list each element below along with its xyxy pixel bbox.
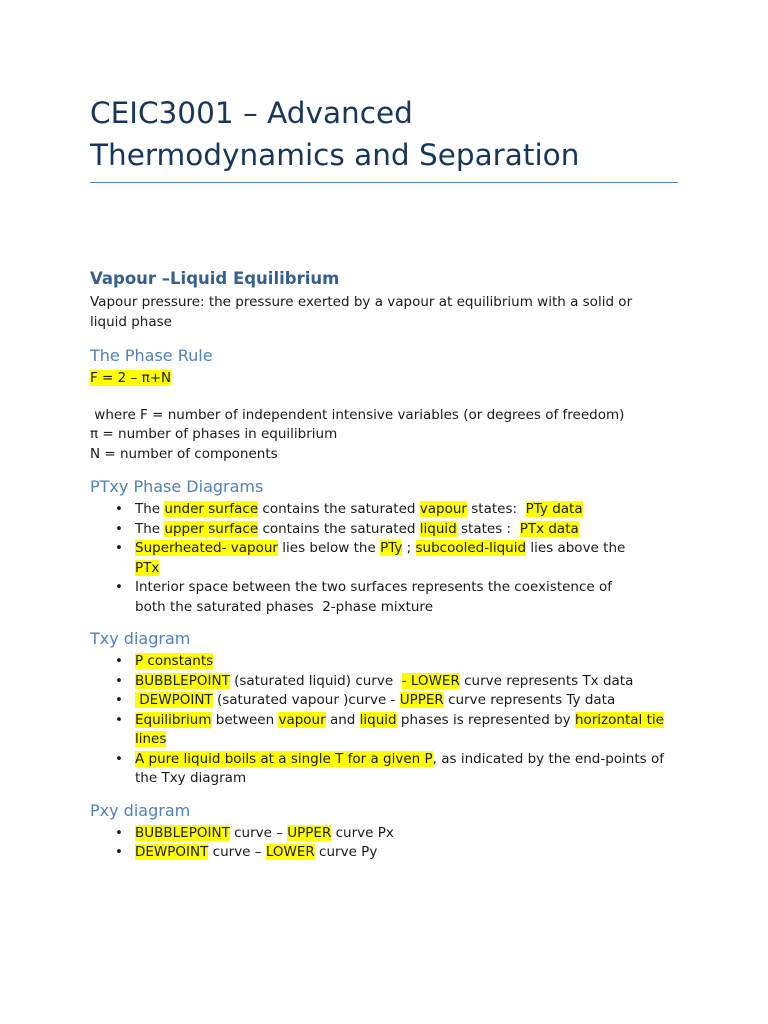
pxy-list [90, 824, 690, 863]
section-vle [90, 269, 690, 332]
list-item: • DEWPOINT (saturated vapour )curve - UPPER curve represents Ty data [90, 691, 690, 711]
bullet-icon: • [115, 579, 123, 595]
bullet-icon: • [115, 692, 123, 708]
section-pxy [90, 801, 690, 863]
title-line-1: CEIC3001 – Advanced [90, 96, 413, 130]
list-item: • The under surface contains the saturated vapour states: PTy data [90, 500, 690, 520]
txy-list [90, 652, 690, 789]
vle-definition: Vapour pressure: the pressure exerted by a vapour at equilibrium with a solid or liquid phase [90, 294, 633, 330]
list-item: • Superheated- vapour lies below the PTy ; subcooled-liquid lies above the PTx [115, 540, 626, 576]
txy-heading: Txy diagram [90, 629, 191, 648]
list-item: • Interior space between the two surfaces represents the coexistence of both the saturated phases 2-phase mixture [115, 579, 613, 615]
bullet-icon: • [115, 750, 123, 767]
bullet-icon: • [115, 844, 123, 860]
list-item: • DEWPOINT curve – LOWER curve Py [90, 843, 690, 863]
ptxy-list [90, 500, 690, 617]
list-item: • The upper surface contains the saturated liquid states : PTx data [90, 520, 690, 540]
phase-rule-equation: F = 2 – π+N [90, 370, 172, 386]
list-item: • BUBBLEPOINT curve – UPPER curve Px [90, 824, 690, 844]
phase-rule-heading: The Phase Rule [90, 346, 213, 365]
bullet-icon: • [115, 672, 123, 689]
title-line-2: Thermodynamics and Separation [90, 138, 580, 172]
section-txy [90, 629, 690, 789]
bullet-icon: • [115, 520, 123, 537]
document-page [90, 92, 690, 863]
bullet-icon: • [115, 653, 123, 669]
list-item: • P constants [90, 652, 690, 672]
list-item: • BUBBLEPOINT (saturated liquid) curve - LOWER curve represents Tx data [90, 672, 690, 692]
bullet-icon: • [115, 711, 123, 728]
section-phase-rule [90, 346, 690, 464]
bullet-icon: • [115, 501, 123, 517]
ptxy-heading: PTxy Phase Diagrams [90, 477, 264, 496]
list-item: • A pure liquid boils at a single T for a given P, as indicated by the end-points of the Txy diagram [115, 750, 664, 786]
title-underline [90, 182, 678, 183]
bullet-icon: • [115, 824, 123, 841]
list-item: • Equilibrium between vapour and liquid phases is represented by horizontal tie lines [115, 711, 664, 747]
document-title [90, 92, 690, 176]
section-ptxy [90, 477, 690, 617]
phase-rule-definitions: where F = number of independent intensive variables (or degrees of freedom) π = number of phases in equilibrium N = number of components [90, 406, 625, 462]
bullet-icon: • [115, 540, 123, 556]
vle-heading: Vapour –Liquid Equilibrium [90, 269, 340, 288]
pxy-heading: Pxy diagram [90, 800, 191, 820]
